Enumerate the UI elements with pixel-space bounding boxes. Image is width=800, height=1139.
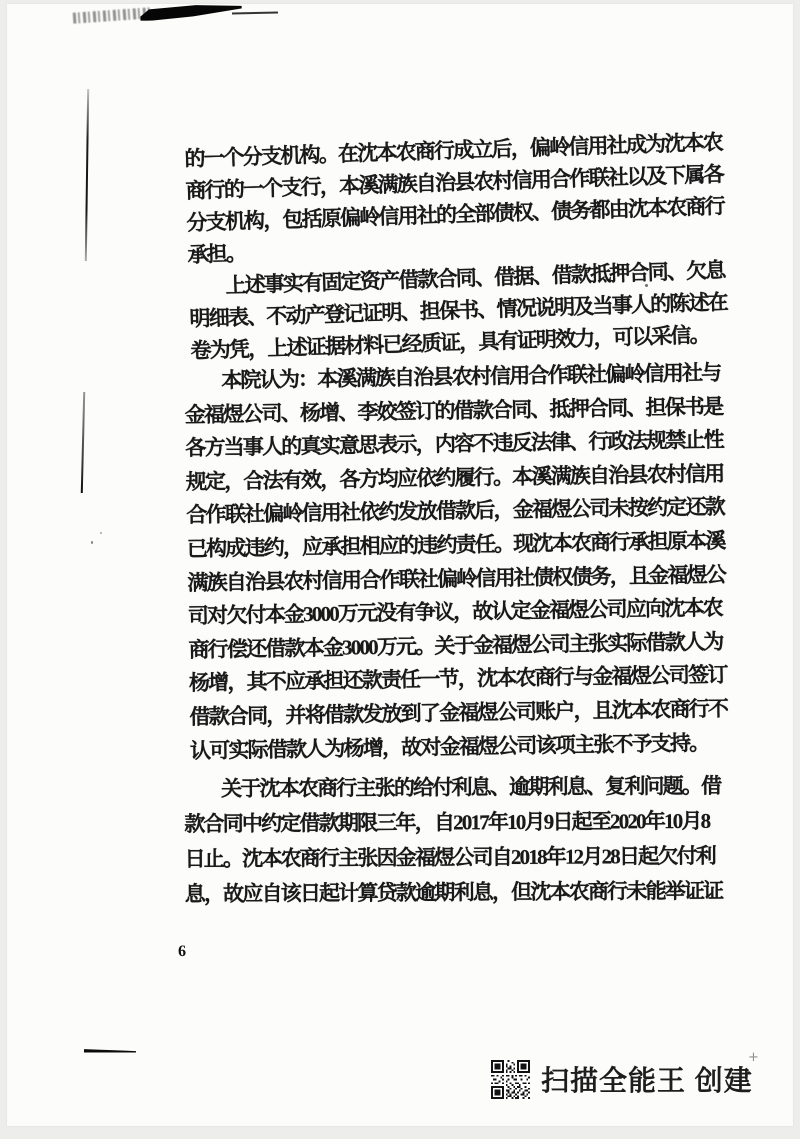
- text-line: 款合同中约定借款期限三年，自2017年10月9日起至2020年10月8: [184, 808, 710, 836]
- scan-speck: [91, 541, 93, 544]
- text-line: 司对欠付本金3000万元没有争议，故认定金福煜公司应向沈本农: [187, 595, 723, 629]
- text-line: 的一个分支机构。在沈本农商行成立后，偏岭信用社成为沈本农: [184, 130, 723, 171]
- text-line: 金福煜公司、杨增、李姣签订的借款合同、抵押合同、担保书是: [184, 394, 723, 427]
- camscanner-watermark: [491, 1059, 753, 1099]
- paragraph-group-top: [184, 125, 776, 367]
- text-line: 已构成违约，应承担相应的违约责任。现沈本农商行承担原本溪: [186, 528, 725, 561]
- scan-vertical-line-artifact-2: [81, 392, 85, 493]
- text-line: 借款合同，并将借款发放到了金福煜公司账户，且沈本农商行不: [189, 696, 728, 729]
- scan-streak-tail-artifact: [232, 12, 278, 15]
- text-line: 满族自治县农村信用合作联社偏岭信用社债权债务，且金福煜公: [187, 562, 726, 595]
- text-line: 认可实际借款人为杨增，故对金福煜公司该项主张不予支持。: [189, 730, 709, 763]
- text-line: 日止。沈本农商行主张因金福煜公司自2018年12月28日起欠付利: [184, 843, 716, 871]
- text-line: 合作联社偏岭信用社依约发放借款后，金福煜公司未按约定还款: [186, 494, 725, 528]
- scan-speck: [100, 532, 102, 534]
- text-line: 杨增，其不应承担还款责任一节，沈本农商行与金福煜公司签订: [188, 662, 727, 696]
- text-line: 商行偿还借款本金3000万元。关于金福煜公司主张实际借款人为: [188, 629, 723, 662]
- text-line: 各方当事人的真实意思表示，内容不违反法律、行政法规禁止性: [185, 427, 724, 461]
- watermark-text: 扫描全能王 创建: [541, 1065, 753, 1096]
- scan-streak-artifact: [140, 4, 243, 21]
- scanned-page: [7, 4, 793, 1126]
- scan-horizontal-line-artifact: [84, 1049, 136, 1054]
- text-line: 规定，合法有效，各方均应依约履行。本溪满族自治县农村信用: [185, 461, 724, 494]
- text-line: 息，故应自该日起计算贷款逾期利息，但沈本农商行未能举证证: [184, 878, 723, 906]
- paragraph-group-bottom: [184, 768, 770, 912]
- text-line: 承担。: [187, 241, 246, 267]
- text-line: 商行的一个支行，本溪满族自治县农村信用合作联社以及下属各: [185, 162, 724, 203]
- text-line: 关于沈本农商行主张的给付利息、逾期利息、复利问题。借: [221, 773, 721, 801]
- qr-code-icon: [491, 1060, 530, 1099]
- scan-vertical-line-artifact-1: [85, 89, 89, 261]
- text-line: 本院认为：本溪满族自治县农村信用合作联社偏岭信用社与: [221, 360, 721, 393]
- text-line: 上述事实有固定资产借款合同、借据、借款抵押合同、欠息: [225, 258, 725, 298]
- plus-mark: +: [748, 1050, 759, 1065]
- text-line: 分支机构，包括原偏岭信用社的全部债权、债务都由沈本农商行: [186, 194, 725, 235]
- scan-smudge-artifact: [73, 7, 152, 23]
- page-number: 6: [177, 942, 187, 961]
- text-line: 明细表、不动产登记证明、担保书、情况说明及当事人的陈述在: [189, 290, 728, 331]
- paragraph-group-middle: [184, 356, 775, 768]
- text-line: 卷为凭，上述证据材料已经质证，具有证明效力，可以采信。: [190, 322, 710, 363]
